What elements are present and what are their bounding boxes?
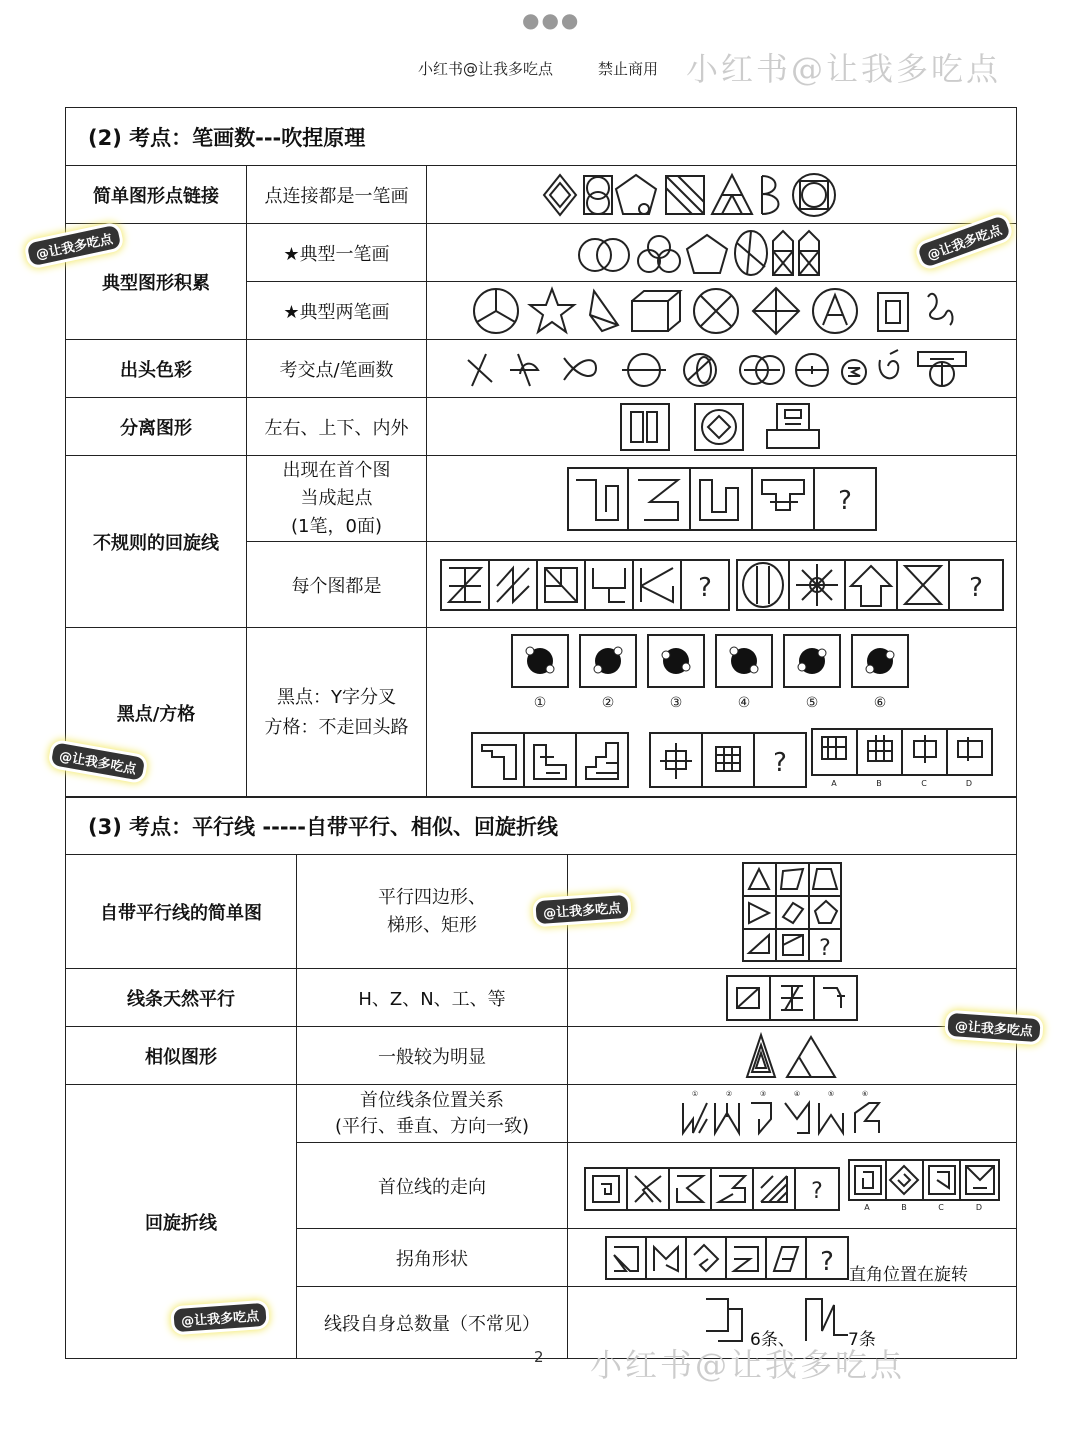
more-dots-icon[interactable]: ●●● [522,8,581,32]
option-letter: D [975,1202,983,1212]
point-cell: ★典型两笔画 [247,282,427,340]
circled-number: ④ [793,1089,801,1098]
every-figure-sequences [427,542,1017,628]
category-cell: 相似图形 [66,1027,297,1085]
header-notice: 禁止商用 [598,60,659,78]
point-line: 当成起点 [300,487,373,509]
question-mark: ? [772,747,787,778]
question-mark: ? [819,935,831,961]
point-cell: 点连接都是一笔画 [247,166,427,224]
author-sticker: @让我多吃点 [947,1013,1040,1042]
head-tail-line-sequence [568,1085,1017,1143]
section2-table [65,107,1017,798]
footer-watermark: 小红书@让我多吃点 [590,1346,906,1384]
point-cell-multi [297,1085,568,1143]
header-source: 小红书@让我多吃点 [418,60,554,78]
point-cell-multi [247,456,427,542]
author-sticker: @让我多吃点 [917,215,1011,268]
point-cell: ★典型一笔画 [247,224,427,282]
option-letter: A [830,778,837,788]
circled-number: ① [533,694,546,711]
point-cell-multi [247,628,427,798]
category-cell: 典型图形积累 [66,224,247,340]
option-letter: D [965,778,972,788]
point-line: (1笔，0面) [291,515,382,537]
circled-number: ⑤ [805,694,818,711]
similar-triangles [568,1027,1017,1085]
option-letter: A [864,1202,870,1212]
count-b: 7条 [848,1330,876,1350]
irregular-spiral-sequence [427,456,1017,542]
point-cell: 首位线的走向 [297,1143,568,1229]
category-cell: 黑点/方格 [66,628,247,798]
one-stroke-figures [427,166,1017,224]
author-sticker: @让我多吃点 [173,1303,266,1332]
point-line: (平行、垂直、方向一致) [334,1115,530,1137]
section2-title: (2) 考点：笔画数---吹捏原理 [66,108,1017,166]
point-cell: H、Z、N、工、等 [297,969,568,1027]
question-mark: ? [968,572,983,603]
option-letter: C [920,778,927,788]
point-cell: 线段自身总数量（不常见） [297,1287,568,1359]
count-a: 6条、 [750,1330,795,1350]
point-line: 首位线条位置关系 [360,1089,504,1111]
point-cell-multi [297,855,568,969]
point-line: 出现在首个图 [282,459,391,481]
point-cell: 考交点/笔画数 [247,340,427,398]
circled-number: ③ [759,1089,767,1098]
point-line: 平行四边形、 [378,886,486,908]
circled-number: ② [601,694,614,711]
option-letter: C [938,1202,944,1212]
author-sticker: @让我多吃点 [51,742,146,781]
grid-sequence [472,729,992,787]
circled-number: ① [691,1089,699,1098]
point-cell: 每个图都是 [247,542,427,628]
category-cell: 自带平行线的简单图 [66,855,297,969]
circled-number: ⑤ [827,1089,835,1098]
category-cell: 线条天然平行 [66,969,297,1027]
point-line: 方格：不走回头路 [264,716,409,738]
circled-number: ⑥ [873,694,886,711]
option-letter: B [875,778,882,788]
separated-figures [427,398,1017,456]
author-sticker: @让我多吃点 [27,225,122,267]
typical-two-stroke-figures [427,282,1017,340]
point-cell: 拐角形状 [297,1229,568,1287]
section3-title: (3) 考点：平行线 -----自带平行、相似、回旋折线 [66,797,1017,855]
header-watermark: 小红书@让我多吃点 [686,50,1002,88]
corner-shape-sequence [568,1229,1017,1287]
circled-number: ④ [737,694,750,711]
category-cell: 不规则的回旋线 [66,456,247,628]
dots-and-grids-figures [427,628,1017,798]
dot-hexagon-row [512,635,908,687]
category-cell: 简单图形点链接 [66,166,247,224]
circled-number: ⑥ [861,1089,869,1098]
point-cell: 一般较为明显 [297,1027,568,1085]
question-mark: ? [837,485,852,516]
author-sticker: @让我多吃点 [535,895,628,924]
category-cell: 回旋折线 [66,1085,297,1359]
line-direction-sequences [568,1143,1017,1229]
category-cell: 分离图形 [66,398,247,456]
point-line: 黑点：Y字分叉 [277,686,396,708]
circled-number: ② [725,1089,733,1098]
crossing-figures [427,340,1017,398]
section3-table [65,796,1017,1359]
option-letter: B [901,1202,907,1212]
point-line: 梯形、矩形 [387,914,477,936]
circled-number: ③ [669,694,682,711]
page-number: 2 [534,1348,544,1366]
corner-note: 直角位置在旋转 [849,1265,968,1285]
question-mark: ? [697,572,712,603]
category-cell: 出头色彩 [66,340,247,398]
point-cell: 左右、上下、内外 [247,398,427,456]
parallel-shapes-grid [568,855,1017,969]
question-mark: ? [811,1178,823,1204]
question-mark: ? [820,1246,834,1277]
